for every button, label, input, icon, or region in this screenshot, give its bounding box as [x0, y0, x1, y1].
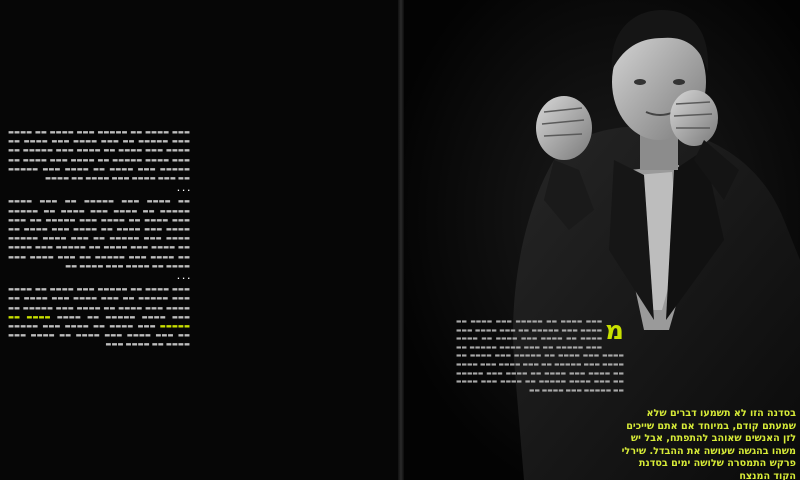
intro-paragraph: מ ▬▬▬ ▬▬▬▬ ▬▬ ▬▬▬▬▬ ▬▬▬ ▬▬▬▬ ▬▬ ▬▬▬▬ ▬▬▬ ▬▬▬▬▬ ▬▬ ▬▬▬ ▬▬▬▬ ▬▬▬ ▬▬▬▬ ▬▬ ▬▬▬▬ ▬▬▬ ▬▬▬▬ ▬▬ ▬▬▬▬ ▬▬▬ ▬▬▬▬▬ ▬▬ ▬▬▬ ▬▬▬▬ ▬▬▬▬▬ ▬▬ ▬▬▬▬ ▬▬▬ ▬▬▬▬ ▬▬ ▬▬▬▬▬ ▬▬▬ ▬▬▬▬ ▬▬ ▬▬▬▬ ▬▬▬ ▬▬▬▬▬ ▬▬ ▬▬▬ ▬▬▬▬ ▬▬▬ ▬▬▬▬ ▬▬ ▬▬▬▬ ▬▬▬ ▬▬▬▬ ▬▬ ▬▬▬▬ ▬▬▬ ▬▬▬▬▬ ▬▬ ▬▬▬ ▬▬▬▬ ▬▬▬▬▬ ▬▬ ▬▬▬▬ ▬▬▬ ▬▬▬▬ ▬▬ ▬▬▬▬▬ ▬▬▬ ▬▬▬▬ ▬▬	[456, 316, 624, 394]
body-column-left: ▬▬▬ ▬▬▬▬ ▬▬ ▬▬▬▬▬ ▬▬▬ ▬▬▬▬ ▬▬ ▬▬▬▬ ▬▬▬ ▬▬▬▬▬ ▬▬ ▬▬▬ ▬▬▬▬ ▬▬▬ ▬▬▬▬ ▬▬ ▬▬▬▬ ▬▬▬ ▬▬▬▬ ▬▬ ▬▬▬▬ ▬▬▬ ▬▬▬▬▬ ▬▬ ▬▬▬ ▬▬▬▬ ▬▬▬▬▬ ▬▬ ▬▬▬▬ ▬▬▬ ▬▬▬▬ ▬▬ ▬▬▬▬▬ ▬▬▬ ▬▬▬▬ ▬▬ ▬▬▬▬ ▬▬▬ ▬▬▬▬▬ ▬▬ ▬▬▬ ▬▬▬▬ ▬▬▬ ▬▬▬▬ ▬▬ ▬▬▬▬ · · · ▬▬ ▬▬▬▬ ▬▬▬ ▬▬▬▬▬ ▬▬ ▬▬▬ ▬▬▬▬ ▬▬▬▬▬ ▬▬ ▬▬▬▬ ▬▬▬ ▬▬▬▬ ▬▬ ▬▬▬▬▬ ▬▬▬ ▬▬▬▬ ▬▬ ▬▬▬▬ ▬▬▬ ▬▬▬▬▬ ▬▬ ▬▬▬ ▬▬▬▬ ▬▬▬ ▬▬▬▬ ▬▬ ▬▬▬▬ ▬▬▬ ▬▬▬▬ ▬▬ ▬▬▬▬ ▬▬▬ ▬▬▬▬▬ ▬▬ ▬▬▬ ▬▬▬▬ ▬▬▬▬▬ ▬▬ ▬▬▬▬ ▬▬▬ ▬▬▬▬ ▬▬ ▬▬▬▬▬ ▬▬▬ ▬▬▬▬ ▬▬ ▬▬▬▬ ▬▬▬ ▬▬▬▬▬ ▬▬ ▬▬▬ ▬▬▬▬ ▬▬▬ ▬▬▬▬ ▬▬ ▬▬▬▬ ▬▬▬ ▬▬▬▬ ▬▬ · · · ▬▬▬ ▬▬▬▬ ▬▬ ▬▬▬▬▬ ▬▬▬ ▬▬▬▬ ▬▬ ▬▬▬▬ ▬▬▬ ▬▬▬▬▬ ▬▬ ▬▬▬ ▬▬▬▬ ▬▬▬ ▬▬▬▬ ▬▬ ▬▬▬▬ ▬▬▬ ▬▬▬▬ ▬▬ ▬▬▬▬ ▬▬▬ ▬▬▬▬▬ ▬▬ ▬▬▬ ▬▬▬▬ ▬▬▬▬▬ ▬▬ ▬▬▬▬ ▬▬▬▬ ▬▬ ▬▬▬▬▬ ▬▬▬ ▬▬▬▬ ▬▬ ▬▬▬▬ ▬▬▬ ▬▬▬▬▬ ▬▬ ▬▬▬ ▬▬▬▬ ▬▬▬ ▬▬▬▬ ▬▬ ▬▬▬▬ ▬▬▬ ▬▬▬▬ ▬▬ ▬▬▬▬ ▬▬▬	[8, 128, 190, 349]
left-page	[0, 0, 398, 480]
drop-cap: מ	[605, 316, 624, 346]
right-page	[404, 0, 800, 480]
lead-paragraph: בסדנה הזו לא תשמעו דברים שלא שמעתם קודם, במיוחד אם אתם שייכים לזן האנשים שאוהב להתפתח, אבל יש משהו בהגשה שעושה את ההבדל. שירלי פרקש התמסרה שלושה ימים בסדנת הקוד המנצח	[621, 408, 796, 480]
